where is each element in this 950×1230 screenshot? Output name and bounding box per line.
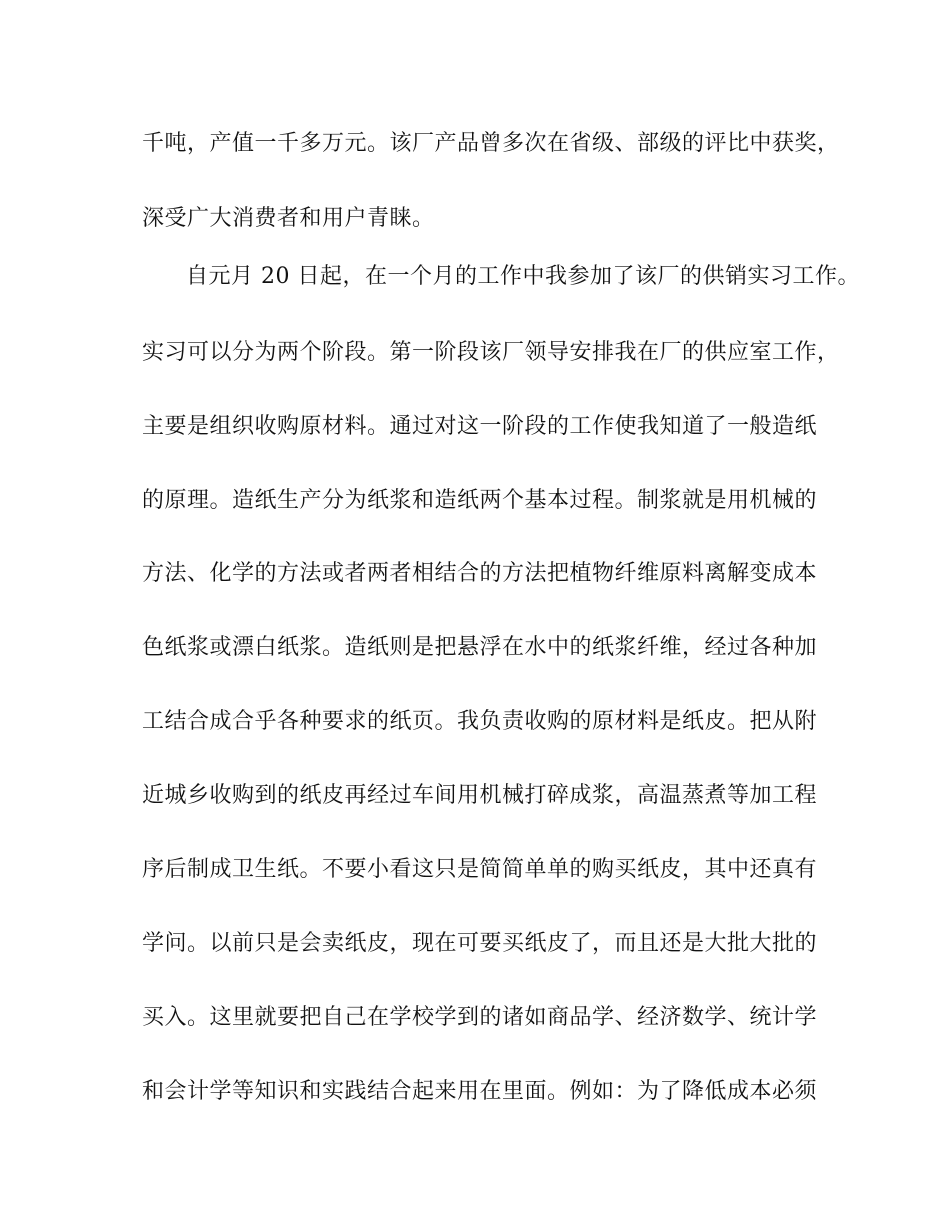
text-line-2: 深受广大消费者和用户青睐。	[142, 206, 435, 231]
text-line-6: 的原理。造纸生产分为纸浆和造纸两个基本过程。制浆就是用机械的	[142, 488, 818, 513]
text-line-7: 方法、化学的方法或者两者相结合的方法把植物纤维原料离解变成本	[142, 561, 818, 586]
text-line-11: 序后制成卫生纸。不要小看这只是简简单单的购买纸皮，其中还真有	[142, 857, 818, 882]
text-line-1: 千吨，产值一千多万元。该厂产品曾多次在省级、部级的评比中获奖，	[142, 131, 840, 156]
text-line-3: 自元月 20 日起，在一个月的工作中我参加了该厂的供销实习工作。	[186, 264, 860, 289]
text-line-10: 近城乡收购到的纸皮再经过车间用机械打碎成浆，高温蒸煮等加工程	[142, 783, 818, 808]
text-line-14: 和会计学等知识和实践结合起来用在里面。例如：为了降低成本必须	[142, 1079, 818, 1104]
text-line-4: 实习可以分为两个阶段。第一阶段该厂领导安排我在厂的供应室工作，	[142, 340, 840, 365]
text-line-8: 色纸浆或漂白纸浆。造纸则是把悬浮在水中的纸浆纤维，经过各种加	[142, 635, 818, 660]
text-line-5: 主要是组织收购原材料。通过对这一阶段的工作使我知道了一般造纸	[142, 414, 818, 439]
text-line-9: 工结合成合乎各种要求的纸页。我负责收购的原材料是纸皮。把从附	[142, 709, 818, 734]
text-line-13: 买入。这里就要把自己在学校学到的诸如商品学、经济数学、统计学	[142, 1005, 818, 1030]
text-line-12: 学问。以前只是会卖纸皮，现在可要买纸皮了，而且还是大批大批的	[142, 931, 818, 956]
